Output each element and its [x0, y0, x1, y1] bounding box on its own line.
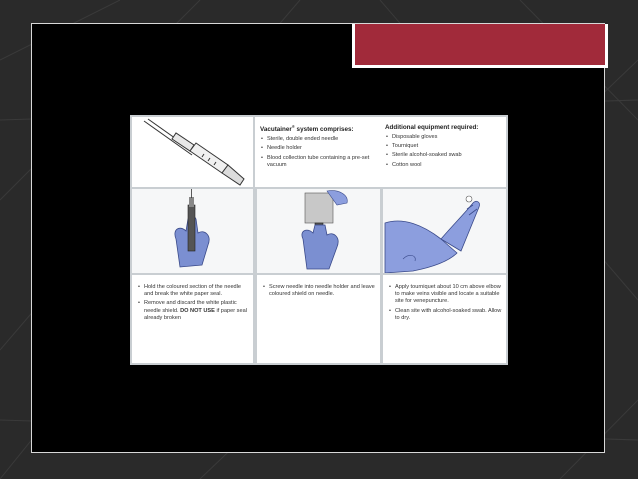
equipment-lists-panel: [255, 117, 506, 187]
list-item: • Blood collection tube containing a pre-set vacuum: [260, 155, 378, 169]
system-heading: Vacutainer® system comprises:: [260, 124, 354, 134]
step3-illustration: [383, 189, 506, 273]
list-item: • Hold the coloured section of the needle and break the white paper seal.: [137, 284, 249, 298]
list-item: • Remove and discard the white plastic needle shield. DO NOT USE if paper seal already broken: [137, 300, 249, 322]
list-item: • Cotton wool: [385, 162, 505, 169]
step2-instructions: [257, 275, 380, 363]
list-item: • Screw needle into needle holder and leave coloured shield on needle.: [262, 284, 376, 298]
system-list: [260, 136, 378, 169]
list-item: • Clean site with alcohol-soaked swab. Allow to dry.: [388, 308, 502, 322]
step2-illustration: [257, 189, 380, 273]
step3-instructions: [383, 275, 506, 363]
equipment-column: [385, 124, 505, 171]
vacutainer-figure: [130, 115, 508, 365]
system-column: [260, 124, 378, 171]
list-item: • Apply tourniquet about 10 cm above elbow to make veins visible and locate a suitable site for venepuncture.: [388, 284, 502, 306]
list-item: • Sterile, double ended needle: [260, 136, 378, 143]
equipment-heading: Additional equipment required:: [385, 124, 479, 131]
step1-list: [137, 284, 249, 324]
list-item: • Needle holder: [260, 145, 378, 152]
needle-assembly-illustration: [132, 117, 253, 187]
step3-list: [388, 284, 502, 324]
list-item: • Sterile alcohol-soaked swab: [385, 152, 505, 159]
step1-instructions: [132, 275, 253, 363]
step1-illustration: [132, 189, 253, 273]
list-item: • Disposable gloves: [385, 134, 505, 141]
title-tab: [352, 24, 608, 68]
step2-list: [262, 284, 376, 300]
equipment-list: [385, 134, 505, 169]
list-item: • Tourniquet: [385, 143, 505, 150]
